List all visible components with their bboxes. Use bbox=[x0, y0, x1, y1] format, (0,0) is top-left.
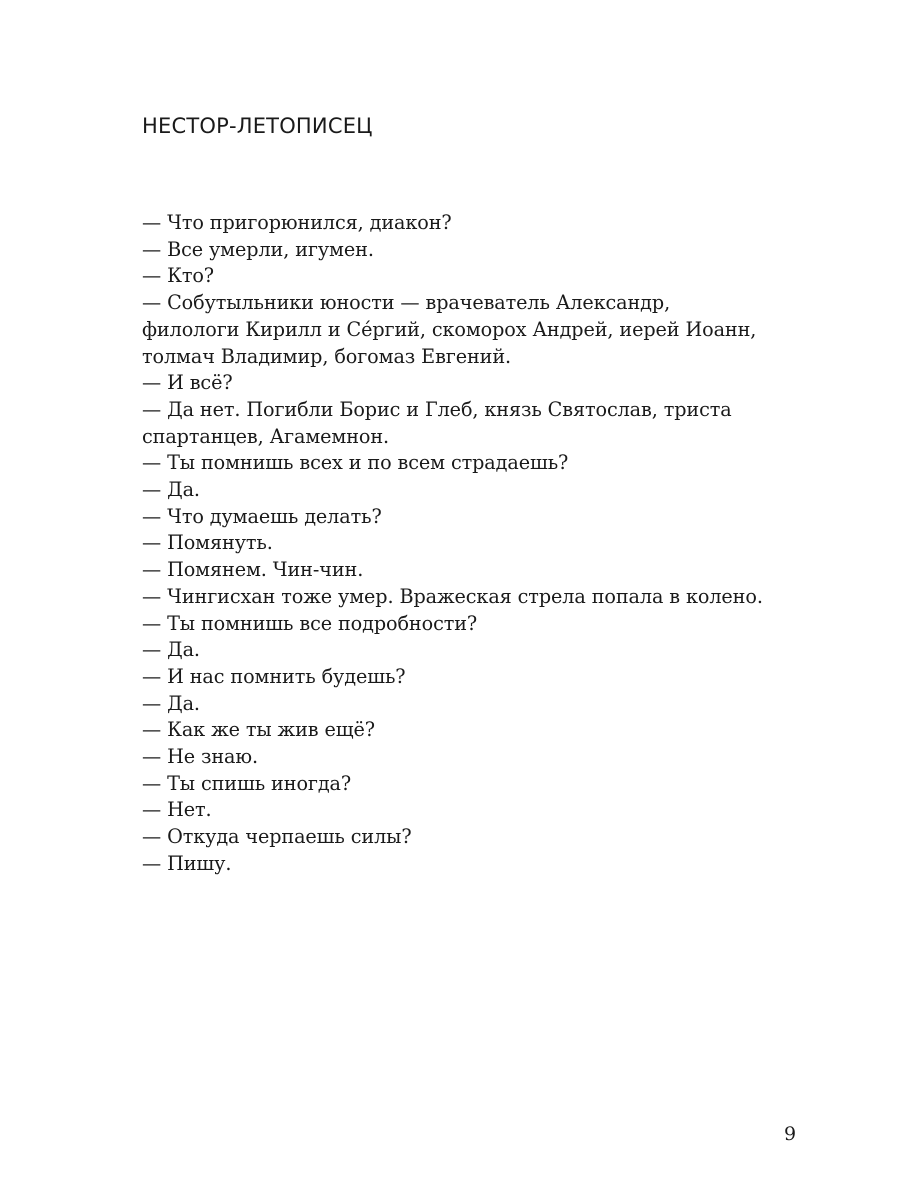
text-line: — Да нет. Погибли Борис и Глеб, князь Святослав, триста bbox=[142, 397, 732, 421]
text-line: спартанцев, Агамемнон. bbox=[142, 424, 390, 448]
text-line: — И всё? bbox=[142, 371, 233, 395]
text-line: — Не знаю. bbox=[142, 745, 258, 769]
text-line: — Кто? bbox=[142, 264, 214, 288]
text-line: — Ты спишь иногда? bbox=[142, 771, 352, 795]
text-line: филологи Кирилл и Се́ргий, скоморох Андрей, иерей Иоанн, bbox=[142, 317, 757, 341]
text-line: — Ты помнишь все подробности? bbox=[142, 611, 478, 635]
text-line: — Как же ты жив ещё? bbox=[142, 718, 375, 742]
text-line: — Да. bbox=[142, 638, 200, 662]
text-line: — Да. bbox=[142, 478, 200, 502]
dialogue-text bbox=[142, 210, 772, 878]
text-line: — Да. bbox=[142, 691, 200, 715]
text-line: — Собутыльники юности — врачеватель Александр, bbox=[142, 291, 671, 315]
text-line: — Чингисхан тоже умер. Вражеская стрела попала в колено. bbox=[142, 584, 763, 608]
text-line: — Пишу. bbox=[142, 851, 232, 875]
text-line: — Нет. bbox=[142, 798, 212, 822]
text-line: — Что думаешь делать? bbox=[142, 504, 382, 528]
page-number: 9 bbox=[784, 1123, 797, 1145]
chapter-title: НЕСТОР-ЛЕТОПИСЕЦ bbox=[142, 114, 373, 138]
text-line: толмач Владимир, богомаз Евгений. bbox=[142, 344, 512, 368]
text-line: — Помянем. Чин-чин. bbox=[142, 558, 364, 582]
text-line: — Помянуть. bbox=[142, 531, 273, 555]
text-line: — Откуда черпаешь силы? bbox=[142, 825, 412, 849]
text-line: — Ты помнишь всех и по всем страдаешь? bbox=[142, 451, 569, 475]
text-line: — И нас помнить будешь? bbox=[142, 664, 406, 688]
text-line: — Что пригорюнился, диакон? bbox=[142, 211, 452, 234]
text-line: — Все умерли, игумен. bbox=[142, 237, 374, 261]
